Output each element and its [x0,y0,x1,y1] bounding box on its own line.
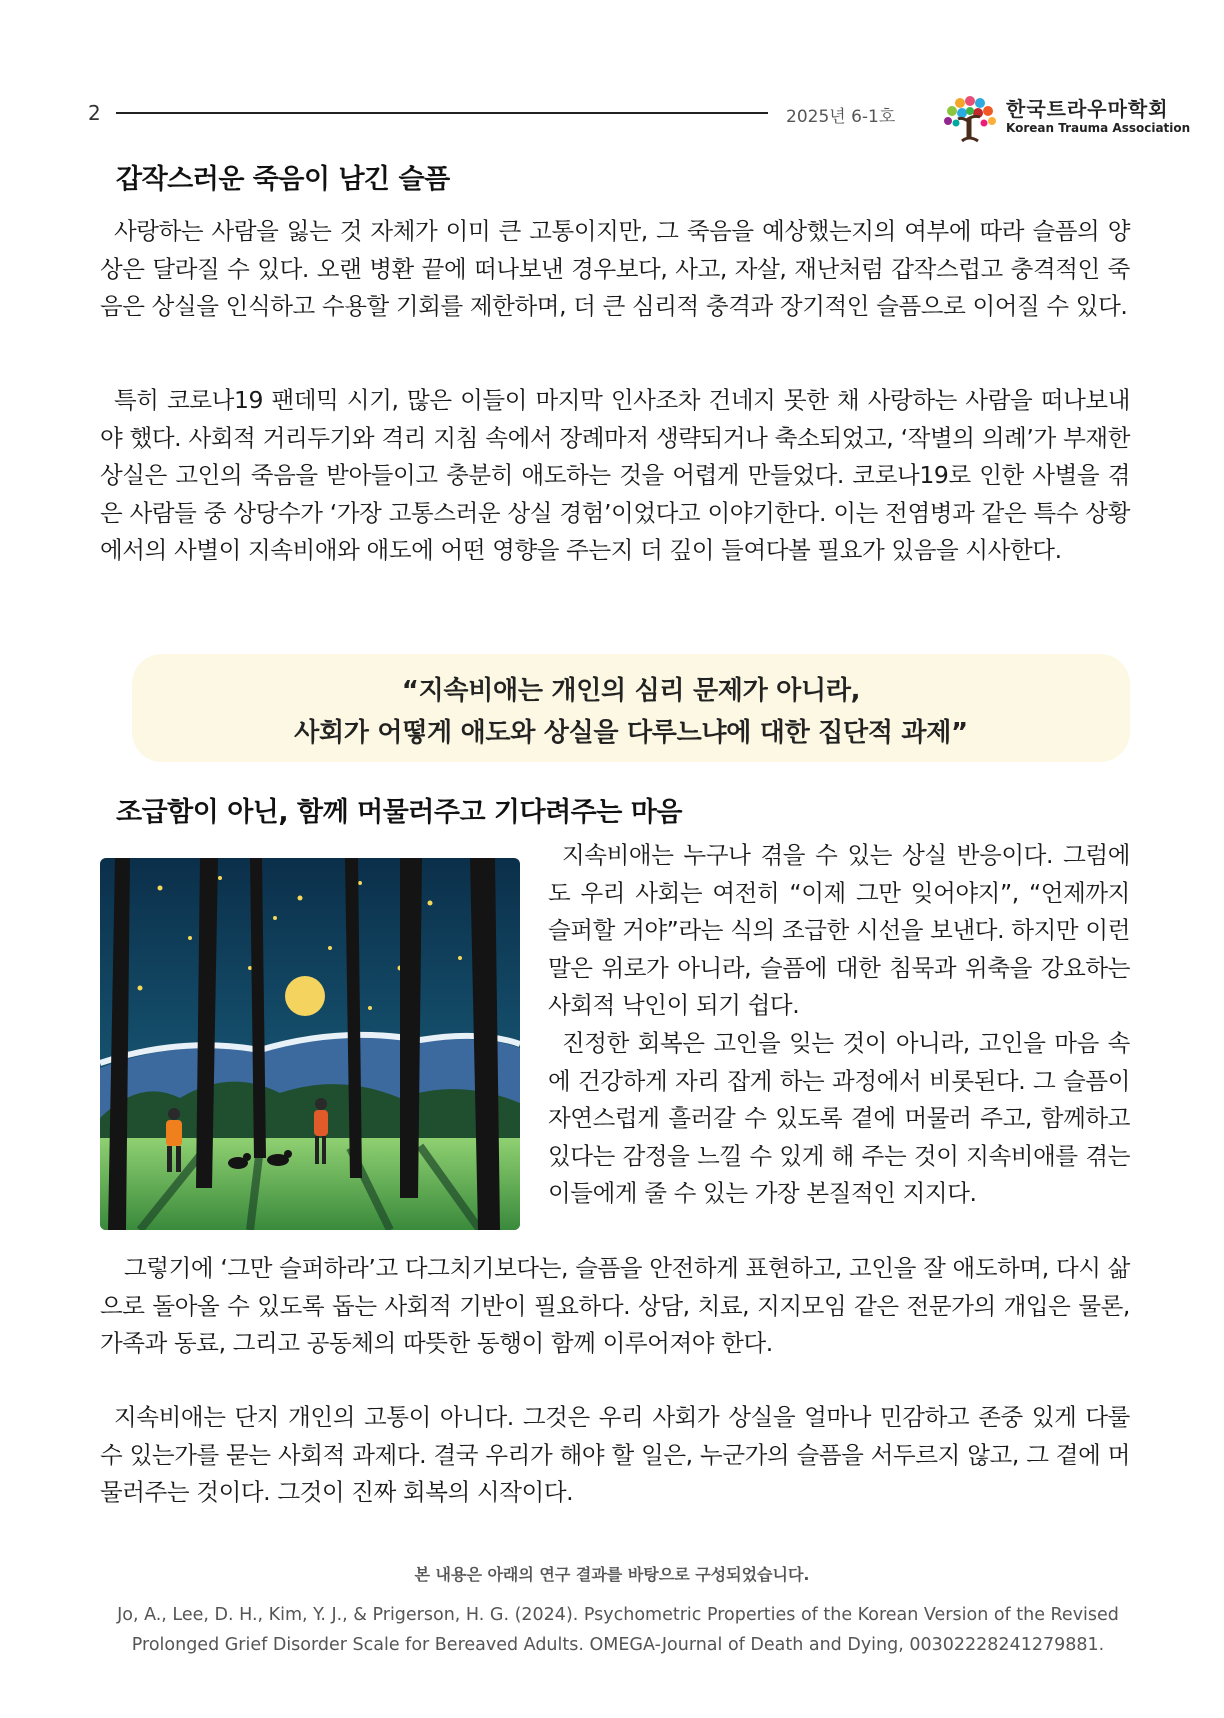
section2-paragraph-3: 그렇기에 ‘그만 슬퍼하라’고 다그치기보다는, 슬픔을 안전하게 표현하고, 고인을 잘 애도하며, 다시 삶으로 돌아올 수 있도록 돕는 사회적 기반이 필요하다. 상담, 치료, 지지모임 같은 전문가의 개입은 물론, 가족과 동료, 그리고 공동체의 따뜻한 동행이 함께 이루어져야 한다. [100,1254,1130,1357]
citation-line-2: Prolonged Grief Disorder Scale for Bereaved Adults. OMEGA-Journal of Death and Dying, 00302228241279881. [131,1635,1105,1655]
night-forest-illustration [100,858,520,1230]
quote-line-1: “지속비애는 개인의 심리 문제가 아니라, [401,676,861,706]
section1-paragraph-1: 사랑하는 사람을 잃는 것 자체가 이미 큰 고통이지만, 그 죽음을 예상했는지의 여부에 따라 슬픔의 양상은 달라질 수 있다. 오랜 병환 끝에 떠나보낸 경우보다, 사고, 자살, 재난처럼 갑작스럽고 충격적인 죽음은 상실을 인식하고 수용할 기회를 제한하며, 더 큰 심리적 충격과 장기적인 슬픔으로 이어질 수 있다. [100,217,1130,320]
header-rule [116,112,768,114]
source-title: 본 내용은 아래의 연구 결과를 바탕으로 구성되었습니다. [414,1565,810,1584]
tree-logo-icon [940,91,1000,143]
citation-line-1: Jo, A., Lee, D. H., Kim, Y. J., & Prigerson, H. G. (2024). Psychometric Properties of the Korean Version of the Revised [117,1605,1119,1625]
section2-paragraph-2: 진정한 회복은 고인을 잊는 것이 아니라, 고인을 마음 속에 건강하게 자리 잡게 하는 과정에서 비롯된다. 그 슬픔이 자연스럽게 흘러갈 수 있도록 곁에 머물러 주고, 함께하고 있다는 감정을 느낄 수 있게 해 주는 것이 지속비애를 겪는 이들에게 줄 수 있는 가장 본질적인 지지다. [548,1029,1130,1207]
org-name-en: Korean Trauma Association [1006,121,1191,135]
section2-paragraph-1: 지속비애는 누구나 겪을 수 있는 상실 반응이다. 그럼에도 우리 사회는 여전히 “이제 그만 잊어야지”, “언제까지 슬퍼할 거야”라는 식의 조급한 시선을 보낸다. 하지만 이런 말은 위로가 아니라, 슬픔에 대한 침묵과 위축을 강요하는 사회적 낙인이 되기 쉽다. [548,841,1130,1019]
section2-title: 조급함이 아닌, 함께 머물러주고 기다려주는 마음 [116,797,682,828]
page-number: 2 [88,101,101,125]
quote-box [132,654,1130,762]
issue-label: 2025년 6-1호 [786,107,896,127]
section1-title: 갑작스러운 죽음이 남긴 슬픔 [116,164,450,195]
section2-paragraph-4: 지속비애는 단지 개인의 고통이 아니다. 그것은 우리 사회가 상실을 얼마나 민감하고 존중 있게 다룰 수 있는가를 묻는 사회적 과제다. 결국 우리가 해야 할 일은, 누군가의 슬픔을 서두르지 않고, 그 곁에 머물러주는 것이다. 그것이 진짜 회복의 시작이다. [100,1403,1130,1506]
section1-paragraph-2: 특히 코로나19 팬데믹 시기, 많은 이들이 마지막 인사조차 건네지 못한 채 사랑하는 사람을 떠나보내야 했다. 사회적 거리두기와 격리 지침 속에서 장례마저 생략되거나 축소되었고, ‘작별의 의례’가 부재한 상실은 고인의 죽음을 받아들이고 충분히 애도하는 것을 어렵게 만들었다. 코로나19로 인한 사별을 겪은 사람들 중 상당수가 ‘가장 고통스러운 상실 경험’이었다고 이야기한다. 이는 전염병과 같은 특수 상황에서의 사별이 지속비애와 애도에 어떤 영향을 주는지 더 깊이 들여다볼 필요가 있음을 시사한다. [100,386,1130,564]
quote-line-2: 사회가 어떻게 애도와 상실을 다루느냐에 대한 집단적 과제” [294,718,968,748]
org-name-kr: 한국트라우마학회 [1006,97,1169,121]
